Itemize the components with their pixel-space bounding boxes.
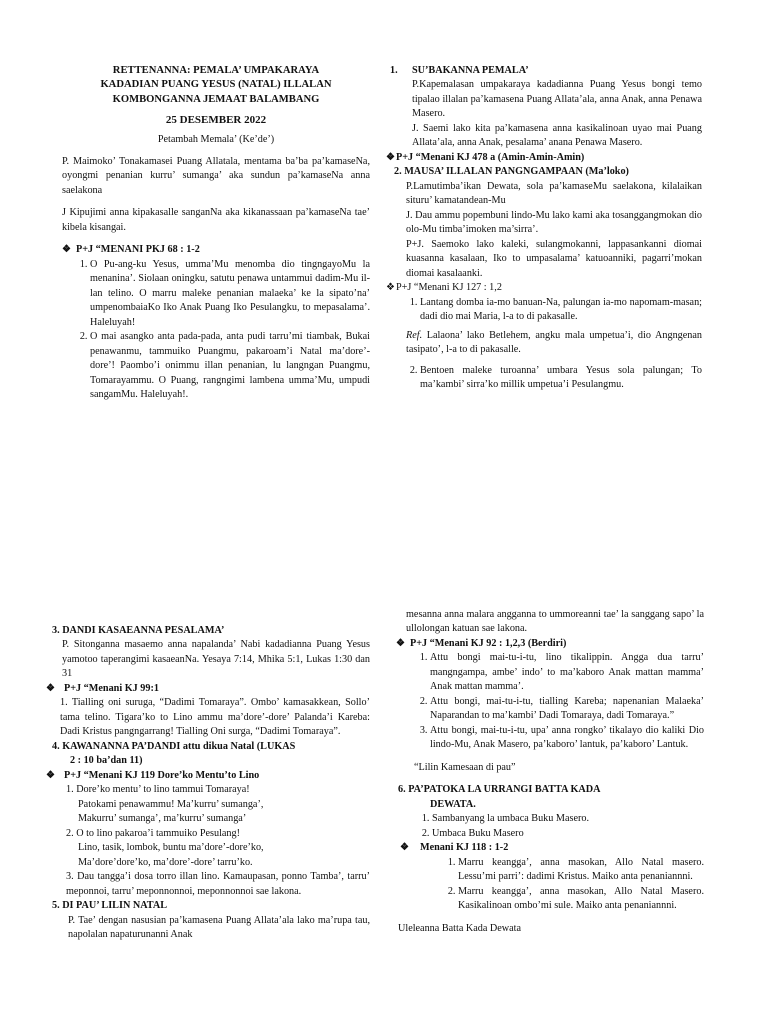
list-item: 2. Umbaca Buku Masero bbox=[432, 827, 704, 841]
song-verse: 1. O Pu-ang-ku Yesus, umma’Mu menomba dio tingngayoMu la menanina’. Siolaan oningku, satutu penawa untammui dadim-Mu il-lan telino. O marru maleke penanian malaeka’ ke la sipato’na’ umpenombaiaKo Iko Anak Puang Iko Pesulangku, to mepasalama’. Haleluyah! bbox=[90, 258, 370, 330]
song-verse: 2. Attu bongi, mai-tu-i-tu, tialling Kareba; napenanian Malaeka’ Naparandan to ma’kambi’ Dadi Tomaraya, dadi Tomaraya.” bbox=[430, 695, 704, 724]
song-line: 1. Dore’ko mentu’ to lino tammui Tomaraya! bbox=[66, 784, 250, 796]
song-heading-kj99: ❖ P+J “Menani KJ 99:1 bbox=[46, 682, 370, 696]
section-1-heading: 1. SU’BAKANNA PEMALA’ bbox=[390, 65, 529, 76]
song-verses-kj118 bbox=[386, 856, 704, 914]
section-3-p: P. Sitonganna masaemo anna napalanda’ Nabi kadadianna Puang Yesus yamotoo taperangimi kasaeanNa. Yesaya 7:14, Mhika 5:1, Lukas 1:30 dan 31 bbox=[62, 639, 370, 680]
song-heading-kj92: ❖ P+J “Menani KJ 92 : 1,2,3 (Berdiri) bbox=[386, 637, 704, 651]
section-2-pj: P+J. Saemoko lako kaleki, sulangmokanni, lappasankanni diomai kuasanna kasalaan, Iko to umpasalama’ katuoanniki, pagarri’mokan diomai kasalaanki. bbox=[406, 238, 702, 279]
list-item: 1. Sambanyang la umbaca Buku Masero. bbox=[432, 812, 704, 826]
section-2-p: P.Lamutimba’ikan Dewata, sola pa’kamaseMu saelakona, kilalaikan situru’ kamatandean-Mu bbox=[406, 180, 702, 207]
song-heading-kj118: ❖ Menani KJ 118 : 1-2 bbox=[386, 841, 704, 855]
song-heading-kj478: ❖P+J “Menani KJ 478 a (Amin-Amin-Amin) bbox=[386, 151, 702, 165]
song-line: Ma’dore’dore’ko, ma’dore’-dore’ tarru’ko. bbox=[78, 856, 253, 868]
diamond-bullet-icon: ❖ bbox=[400, 842, 410, 854]
song-verse: 2. Marru keangga’, anna masokan, Allo Natal Masero. Kasikalinoan ombo’mi sule. Maiko anta penaniannni. bbox=[458, 885, 704, 914]
diamond-bullet-icon: ❖ bbox=[386, 282, 396, 294]
opening-call-p: P. Maimoko’ Tonakamasei Puang Allatala, mentama ba’ba pa’kamaseNa, oyongmi penanian kurru’ sumanga’ aka sundun pa’kamaseNa anna saelakona bbox=[62, 155, 370, 196]
song-line: 3. Dau tangga’i dosa torro illan lino. Kamaupasan, ponno Tamba’, tarru’ meponnoi, tarru’ meponnonnoi, meponnonnoi sae lakona. bbox=[66, 871, 370, 897]
song-heading-kj127: ❖P+J “Menani KJ 127 : 1,2 bbox=[386, 281, 702, 295]
song-line: Patokami penawammu! Ma’kurru’ sumanga’, bbox=[78, 798, 264, 810]
song-verses-kj92 bbox=[386, 651, 704, 752]
diamond-bullet-icon: ❖ bbox=[62, 244, 72, 256]
section-1-p: P.Kapemalasan umpakaraya kadadianna Puang Yesus bongi temo tipalao illalan pa’kamasena Puang Allata’ala, anna Anak, anna Penawa Masero. bbox=[412, 79, 702, 120]
song-verses-kj119 bbox=[46, 783, 370, 899]
section-6-heading: 6. PA’PATOKA LA URRANGI BATTA KADA DEWATA. bbox=[398, 784, 601, 810]
opening-response-j: J Kipujimi anna kipakasalle sanganNa aka kikanassaan pa’kamaseNa tae’ kibela kisangai. bbox=[62, 207, 370, 233]
song-heading-kj119: ❖ P+J “Menani KJ 119 Dore’ko Mentu’to Lino bbox=[46, 769, 370, 783]
subtitle: Petambah Memala’ (Ke’de’) bbox=[157, 133, 275, 145]
section-5-continued: mesanna anna malara angganna to ummoreanni tae’ la sanggang sapo’ la ullolongan katuan sae lakona. bbox=[406, 609, 704, 635]
diamond-bullet-icon: ❖ bbox=[386, 151, 396, 163]
bottom-left-column bbox=[46, 624, 370, 943]
section-5-heading: 5. DI PAU’ LILIN NATAL bbox=[52, 900, 167, 912]
candle-quote: “Lilin Kamesaan di pau” bbox=[414, 761, 516, 773]
footer-text: Uleleanna Batta Kada Dewata bbox=[398, 922, 522, 934]
section-2-j: J. Dau ammu popembuni lindo-Mu lako kami aka tosanggangmokan dio olo-Mu timba’imoken ma’sirra’. bbox=[406, 209, 702, 236]
song-line: Makurru’ sumanga’, ma’kurru’ sumanga’ bbox=[78, 813, 247, 825]
diamond-bullet-icon: ❖ bbox=[396, 637, 406, 649]
section-2-heading: 2. MAUSA’ ILLALAN PANGNGAMPAAN (Ma’loko) bbox=[394, 166, 629, 178]
section-1-j: J. Saemi lako kita pa’kamasena anna kasikalinoan uyao mai Puang Allata’ala, anna Anak, pesalama’ anana Penawa Masero. bbox=[412, 122, 702, 149]
top-right-column bbox=[386, 64, 703, 393]
diamond-bullet-icon: ❖ bbox=[46, 682, 56, 694]
service-date: 25 DESEMBER 2022 bbox=[165, 113, 267, 126]
refrain: Ref. Lalaona’ lako Betlehem, angku mala umpetua’i, dio Angngenan tasipato’, l-a to di pakasalle. bbox=[406, 329, 703, 356]
section-6-list bbox=[386, 812, 704, 841]
section-5-p: P. Tae’ dengan nasusian pa’kamasena Puang Allata’ala lako ma’rupa tau, napolalan napaturunanni Anak bbox=[68, 914, 370, 941]
song-line: Lino, tasik, lombok, buntu ma’dore’-dore’ko, bbox=[78, 842, 264, 854]
song-heading-pkj68: ❖ P+J “MENANI PKJ 68 : 1-2 bbox=[62, 243, 370, 257]
song-verses-kj127 bbox=[390, 296, 702, 325]
song-verse: 1. Lantang domba ia-mo banuan-Na, palungan ia-mo napomam-masan; dadi dio mai Maria, l-a to di pakasalle. bbox=[420, 296, 702, 325]
song-line: 2. O to lino pakaroa’i tammuiko Pesulang! bbox=[66, 827, 241, 839]
title-line-3: KOMBONGANNA JEMAAT BALAMBANG bbox=[112, 93, 320, 105]
section-3-heading: 3. DANDI KASAEANNA PESALAMA’ bbox=[52, 625, 225, 636]
song-verse: 1. Attu bongi mai-tu-i-tu, lino tikalippin. Angga dua tarru’ mangngampa, ambe’ indo’ to ma’kaboro Anak mattan mamma’ Anak mattan mamma’. bbox=[430, 651, 704, 694]
song-verse: 2. O mai asangko anta pada-pada, anta pudi tarru’mi tiambak, Bukai penawanmu, tammuiko Puangmu, pakaroam’i Natal ma’dore’-dore’! Paombo’i onimmu illan penanian, lu langngan Puangmu, Tomarayammu. O Puang, rangngimi lambena umma’Mu, umpudi sangamMu. Haleluyah!. bbox=[90, 330, 370, 402]
document-title bbox=[62, 64, 370, 107]
refrain-label: Ref. bbox=[406, 329, 423, 341]
section-4-heading: 4. KAWANANNA PA’DANDI attu dikua Natal (LUKAS 2 : 10 ba’dan 11) bbox=[52, 740, 296, 767]
title-line-2: KADADIAN PUANG YESUS (NATAL) ILLALAN bbox=[100, 79, 332, 91]
top-left-column bbox=[62, 64, 370, 403]
diamond-bullet-icon: ❖ bbox=[46, 769, 56, 781]
song-verses-kj127-cont bbox=[390, 364, 702, 393]
song-verses-pkj68 bbox=[62, 258, 370, 403]
title-line-1: RETTENANNA: PEMALA’ UMPAKARAYA bbox=[112, 65, 320, 76]
song-verse: 3. Attu bongi, mai-tu-i-tu, upa’ anna rongko’ tikalayo dio kaliki Dio lindo-Mu, Anak Masero, pa’kaboro’ lantuk, pa’kaboro’ Lantuk. bbox=[430, 724, 704, 753]
song-verse-kj99: 1. Tialling oni suruga, “Dadimi Tomaraya”. Ombo’ kamasakkean, Sollo’ tama telino. Tigara’ko to Lino ammu ma’dore’-dore’ Palanda’i Kareba: Dadi Kristus pangngarrang! Tialling Oni surga, “Dadimi Tomaraya”. bbox=[60, 697, 370, 738]
song-verse: 2. Bentoen maleke turoanna’ umbara Yesus sola palungan; To ma’kambi’ sirra’ko millik umpetua’i Pesulangmu. bbox=[420, 364, 702, 393]
bottom-right-column bbox=[386, 608, 704, 936]
song-verse: 1. Marru keangga’, anna masokan, Allo Natal masero. Lessu’mi parri’: dadimi Kristus. Maiko anta penaniannni. bbox=[458, 856, 704, 885]
